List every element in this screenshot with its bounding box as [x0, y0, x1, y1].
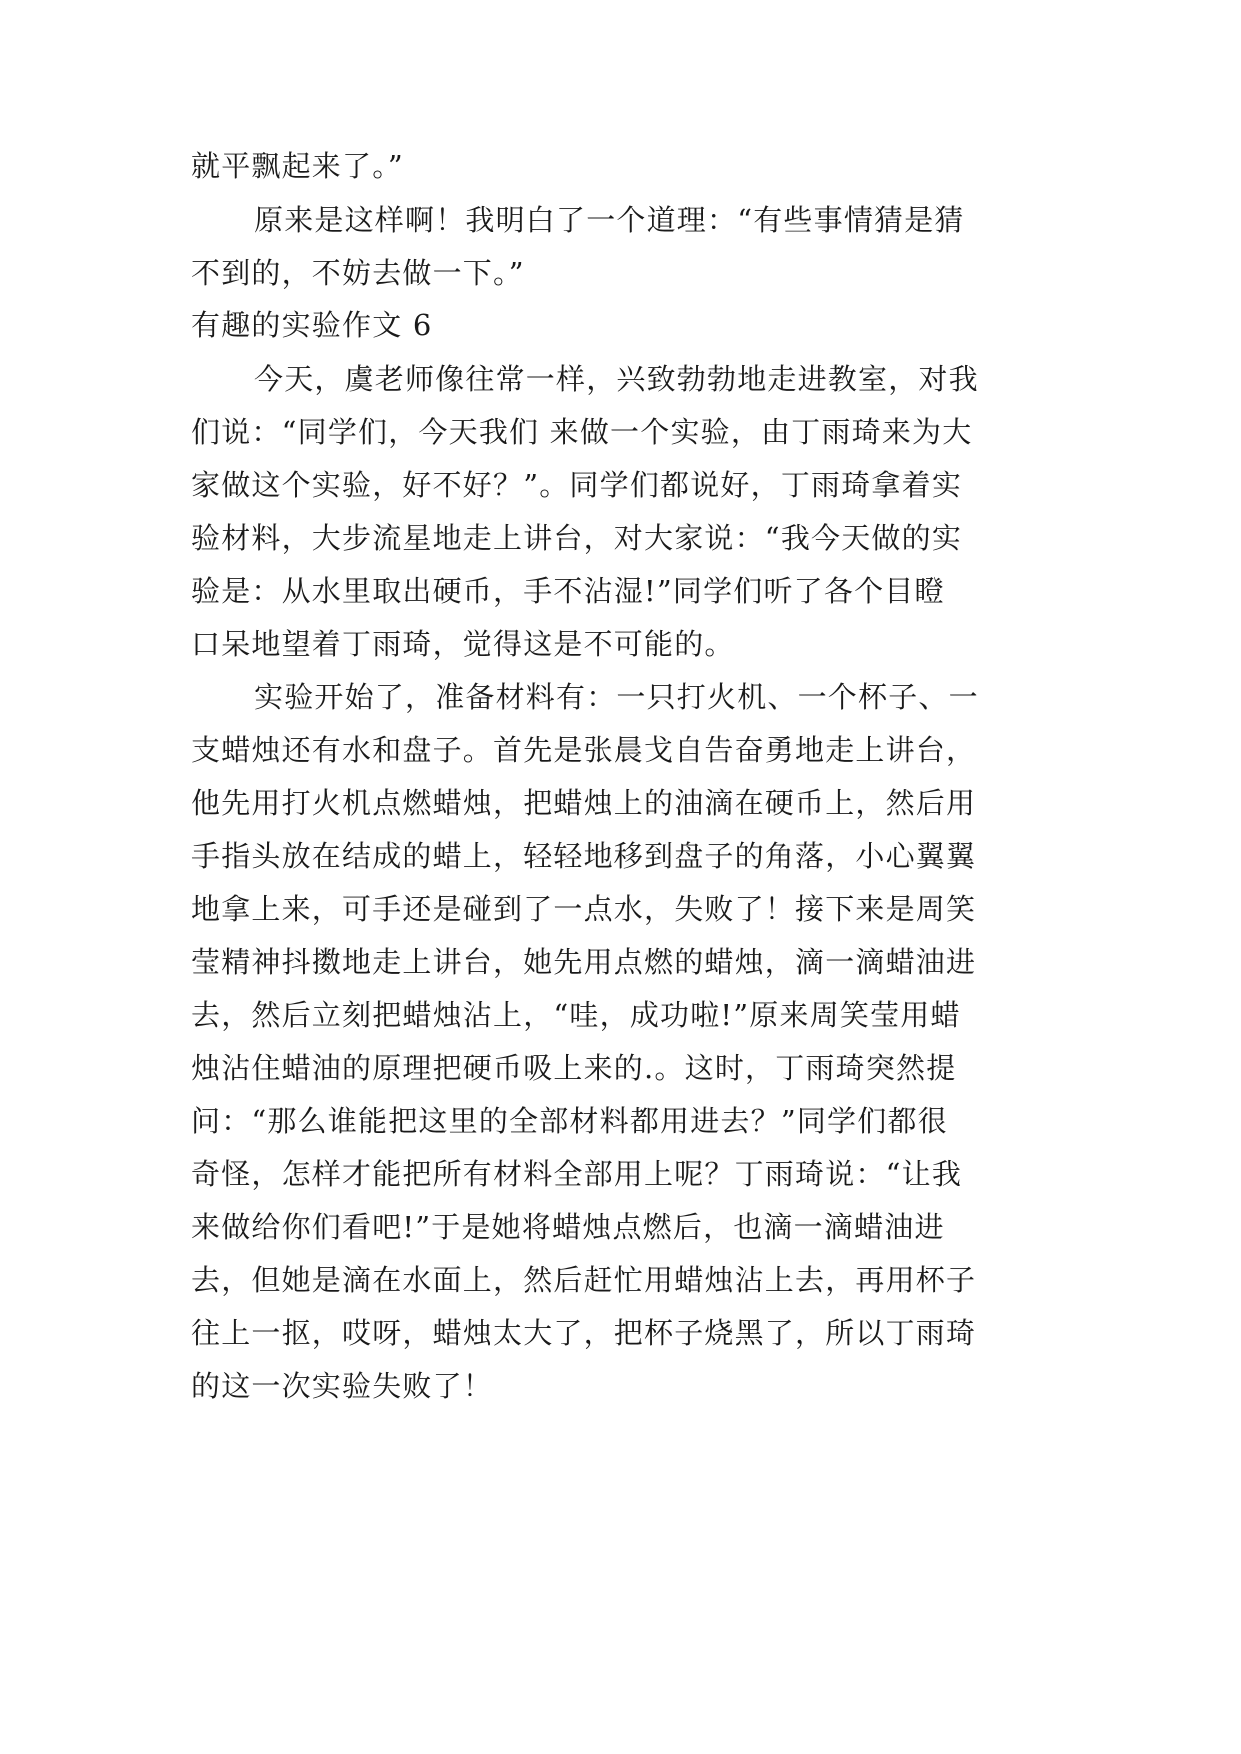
paragraph-first-line: 今天，虞老师像往常一样，兴致勃勃地走进教室，对我: [254, 362, 979, 396]
text-line: 家做这个实验，好不好？”。同学们都说好，丁雨琦拿着实: [191, 468, 963, 502]
text-line: 支蜡烛还有水和盘子。首先是张晨戈自告奋勇地走上讲台，: [191, 733, 977, 767]
text-line: 去，然后立刻把蜡烛沾上，“哇，成功啦!”原来周笑莹用蜡: [191, 998, 961, 1032]
text-line: 的这一次实验失败了！: [191, 1369, 494, 1403]
text-line: 就平飘起来了。”: [191, 149, 404, 183]
text-line: 烛沾住蜡油的原理把硬币吸上来的.。这时，丁雨琦突然提: [191, 1051, 957, 1085]
text-line: 来做给你们看吧!”于是她将蜡烛点燃后，也滴一滴蜡油进: [191, 1210, 945, 1244]
text-line: 地拿上来，可手还是碰到了一点水，失败了！接下来是周笑: [191, 892, 977, 926]
text-line: 口呆地望着丁雨琦，觉得这是不可能的。: [191, 627, 735, 661]
text-line: 们说：“同学们，今天我们 来做一个实验，由丁雨琦来为大: [191, 415, 973, 449]
paragraph-first-line: 实验开始了，准备材料有：一只打火机、一个杯子、一: [254, 680, 979, 714]
section-heading: 有趣的实验作文 6: [191, 308, 433, 342]
text-line: 奇怪，怎样才能把所有材料全部用上呢？丁雨琦说：“让我: [191, 1157, 963, 1191]
text-line: 手指头放在结成的蜡上，轻轻地移到盘子的角落，小心翼翼: [191, 839, 977, 873]
text-line: 往上一抠，哎呀，蜡烛太大了，把杯子烧黑了，所以丁雨琦: [191, 1316, 977, 1350]
text-line: 去，但她是滴在水面上，然后赶忙用蜡烛沾上去，再用杯子: [191, 1263, 977, 1297]
text-line: 问：“那么谁能把这里的全部材料都用进去？”同学们都很: [191, 1104, 948, 1138]
text-line: 验是：从水里取出硬币，手不沾湿!”同学们听了各个目瞪: [191, 574, 945, 608]
text-line: 不到的，不妨去做一下。”: [191, 256, 525, 290]
text-line: 莹精神抖擞地走上讲台，她先用点燃的蜡烛，滴一滴蜡油进: [191, 945, 977, 979]
paragraph-first-line: 原来是这样啊！我明白了一个道理：“有些事情猜是猜: [254, 203, 965, 237]
text-line: 验材料，大步流星地走上讲台，对大家说：“我今天做的实: [191, 521, 963, 555]
text-line: 他先用打火机点燃蜡烛，把蜡烛上的油滴在硬币上，然后用: [191, 786, 977, 820]
